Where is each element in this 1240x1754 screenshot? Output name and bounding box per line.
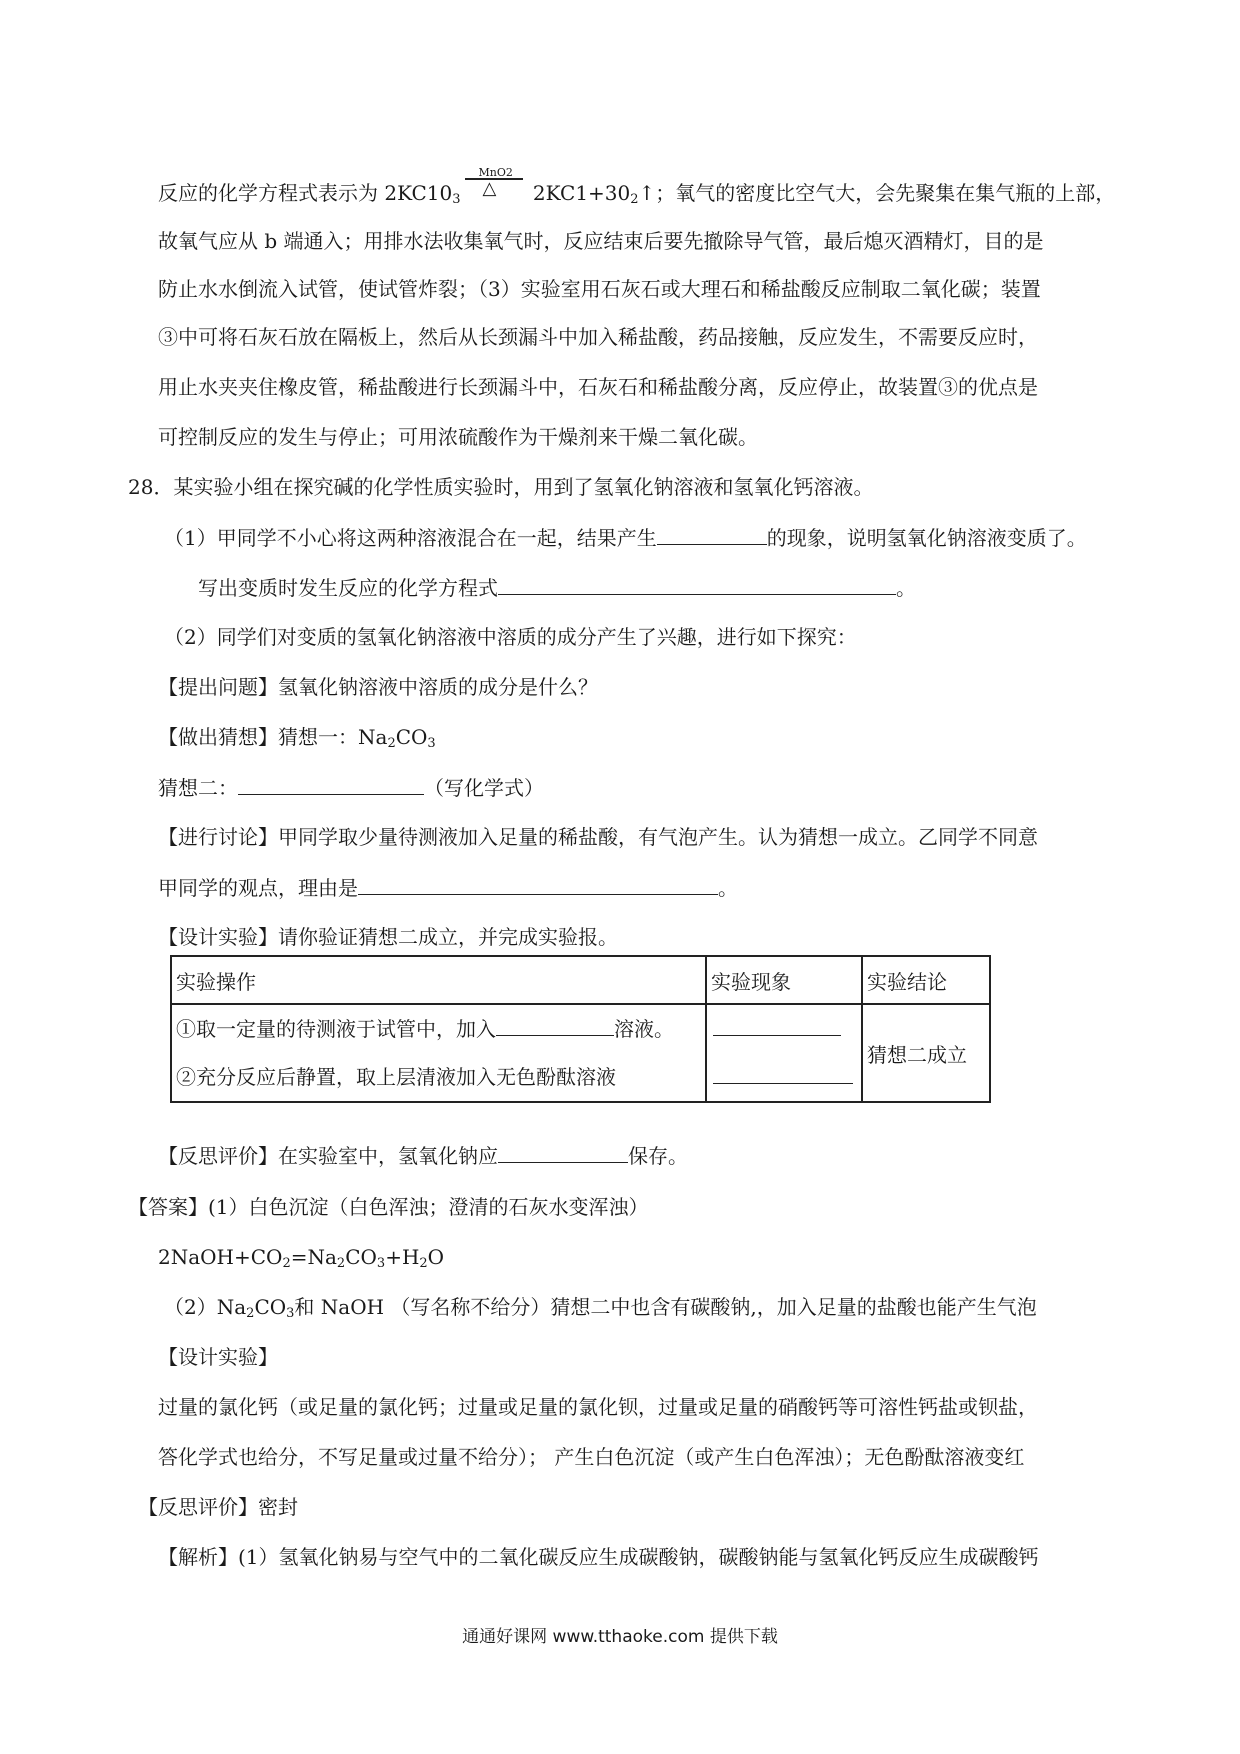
table-cell-operation [171, 1004, 706, 1102]
discussion: 【进行讨论】甲同学取少量待测液加入足量的稀盐酸，有气泡产生。认为猜想一成立。乙同学不同意 [158, 825, 1038, 849]
text-segment: ①取一定量的待测液于试管中，加入 [176, 1017, 496, 1041]
text-segment: CO [254, 1295, 287, 1319]
text-segment: CO [345, 1245, 377, 1269]
question-stem: 28．某实验小组在探究碱的化学性质实验时，用到了氢氧化钠溶液和氢氧化钙溶液。 [128, 475, 874, 499]
text-segment: O [427, 1245, 445, 1269]
heat-symbol: △ [482, 178, 497, 199]
table-header-cell: 实验结论 [862, 956, 990, 1004]
subscript: 2 [387, 736, 396, 751]
answer-blank[interactable] [358, 874, 718, 895]
text-segment: +H [385, 1245, 420, 1269]
question-part-1b [198, 574, 916, 601]
answer-part-2 [164, 1294, 1037, 1320]
text-segment: 甲同学的观点，理由是 [158, 876, 358, 900]
operation-step-1 [176, 1005, 701, 1053]
text-line: 故氧气应从 b 端通入；用排水法收集氧气时，反应结束后要先撤除导气管，最后熄灭酒精灯，目的是 [158, 229, 1044, 253]
ask-question: 【提出问题】氢氧化钠溶液中溶质的成分是什么？ [158, 675, 598, 699]
text-line: 可控制反应的发生与停止；可用浓硫酸作为干燥剂来干燥二氧化碳。 [158, 425, 758, 449]
table-cell-conclusion: 猜想二成立 [862, 1004, 990, 1102]
analysis: 【解析】(1）氢氧化钠易与空气中的二氧化碳反应生成碳酸钠，碳酸钠能与氢氧化钙反应生成碳酸钙 [158, 1545, 1039, 1569]
text-line [158, 166, 1116, 207]
subscript: 3 [427, 736, 436, 751]
text-segment: =Na [290, 1245, 337, 1269]
answer-heading: 【答案】(1）白色沉淀（白色浑浊；澄清的石灰水变浑浊） [128, 1195, 649, 1219]
experiment-table [170, 955, 991, 1103]
page-footer: 通通好课网 www.tthaoke.com 提供下载 [462, 1627, 778, 1647]
text-line: 用止水夹夹住橡皮管，稀盐酸进行长颈漏斗中，石灰石和稀盐酸分离，反应停止，故装置③的优点是 [158, 375, 1038, 399]
text-segment: 2NaOH+CO [158, 1245, 283, 1269]
catalyst-label: MnO2 [478, 166, 513, 179]
text-segment: （写化学式） [424, 776, 544, 800]
question-part-1 [164, 524, 1087, 551]
answer-equation [158, 1244, 444, 1270]
subscript: 3 [452, 192, 461, 207]
text-segment: 和 NaOH （写名称不给分）猜想二中也含有碳酸钠,，加入足量的盐酸也能产生气泡 [294, 1295, 1037, 1319]
text-segment: （2）Na [164, 1295, 247, 1319]
answer-reflection: 【反思评价】密封 [138, 1495, 298, 1519]
text-line: ③中可将石灰石放在隔板上，然后从长颈漏斗中加入稀盐酸，药品接触，反应发生，不需要反应时， [158, 325, 1038, 349]
answer-blank[interactable] [498, 574, 896, 595]
subscript: 2 [282, 1256, 291, 1271]
table-header-cell: 实验操作 [171, 956, 706, 1004]
text-segment: ↑；氧气的密度比空气大，会先聚集在集气瓶的上部， [638, 181, 1116, 205]
text-segment: 。 [718, 876, 738, 900]
answer-design-line-1: 过量的氯化钙（或足量的氯化钙；过量或足量的氯化钡，过量或足量的硝酸钙等可溶性钙盐或钡盐， [158, 1395, 1038, 1419]
answer-blank[interactable] [238, 774, 424, 795]
answer-blank[interactable] [713, 1063, 853, 1084]
subscript: 2 [336, 1256, 346, 1271]
text-segment: CO [395, 725, 428, 749]
subscript: 3 [286, 1306, 295, 1321]
table-cell-phenomenon [706, 1004, 862, 1102]
question-part-2: （2）同学们对变质的氢氧化钠溶液中溶质的成分产生了兴趣，进行如下探究： [164, 625, 857, 649]
subscript: 2 [246, 1306, 255, 1321]
text-line: 防止水水倒流入试管，使试管炸裂；（3）实验室用石灰石或大理石和稀盐酸反应制取二氧化碳；装置 [158, 277, 1041, 301]
table-row [171, 1004, 990, 1102]
guess-two [158, 774, 544, 801]
reflection [158, 1142, 688, 1169]
text-segment: 【反思评价】在实验室中，氢氧化钠应 [158, 1144, 498, 1168]
reaction-condition [465, 166, 523, 206]
answer-blank[interactable] [657, 524, 767, 545]
answer-blank[interactable] [498, 1142, 628, 1163]
subscript: 2 [630, 192, 639, 207]
guess-one [158, 724, 436, 750]
answer-blank[interactable] [496, 1015, 614, 1036]
operation-step-2: ②充分反应后静置，取上层清液加入无色酚酞溶液 [176, 1065, 616, 1089]
design-experiment: 【设计实验】请你验证猜想二成立，并完成实验报。 [158, 925, 618, 949]
text-segment: 保存。 [628, 1144, 688, 1168]
subscript: 3 [376, 1256, 386, 1271]
answer-design-line-2: 答化学式也给分，不写足量或过量不给分）； 产生白色沉淀（或产生白色浑浊）；无色酚酞溶液变红 [158, 1445, 1025, 1469]
text-segment: （1）甲同学不小心将这两种溶液混合在一起，结果产生 [164, 526, 657, 550]
text-segment: 溶液。 [614, 1017, 674, 1041]
text-segment: 【做出猜想】猜想一：Na [158, 725, 388, 749]
answer-blank[interactable] [713, 1015, 841, 1036]
subscript: 2 [419, 1256, 428, 1271]
text-segment: 。 [896, 576, 916, 600]
table-header-row [171, 956, 990, 1004]
answer-design-heading: 【设计实验】 [158, 1345, 278, 1369]
discussion-reason [158, 874, 738, 901]
text-segment: 猜想二： [158, 776, 238, 800]
table-header-cell: 实验现象 [706, 956, 862, 1004]
text-segment: 写出变质时发生反应的化学方程式 [198, 576, 498, 600]
text-segment: 的现象，说明氢氧化钠溶液变质了。 [766, 526, 1087, 550]
text-segment: 2KC1+30 [526, 181, 631, 205]
text-segment: 反应的化学方程式表示为 2KC10 [158, 181, 453, 205]
